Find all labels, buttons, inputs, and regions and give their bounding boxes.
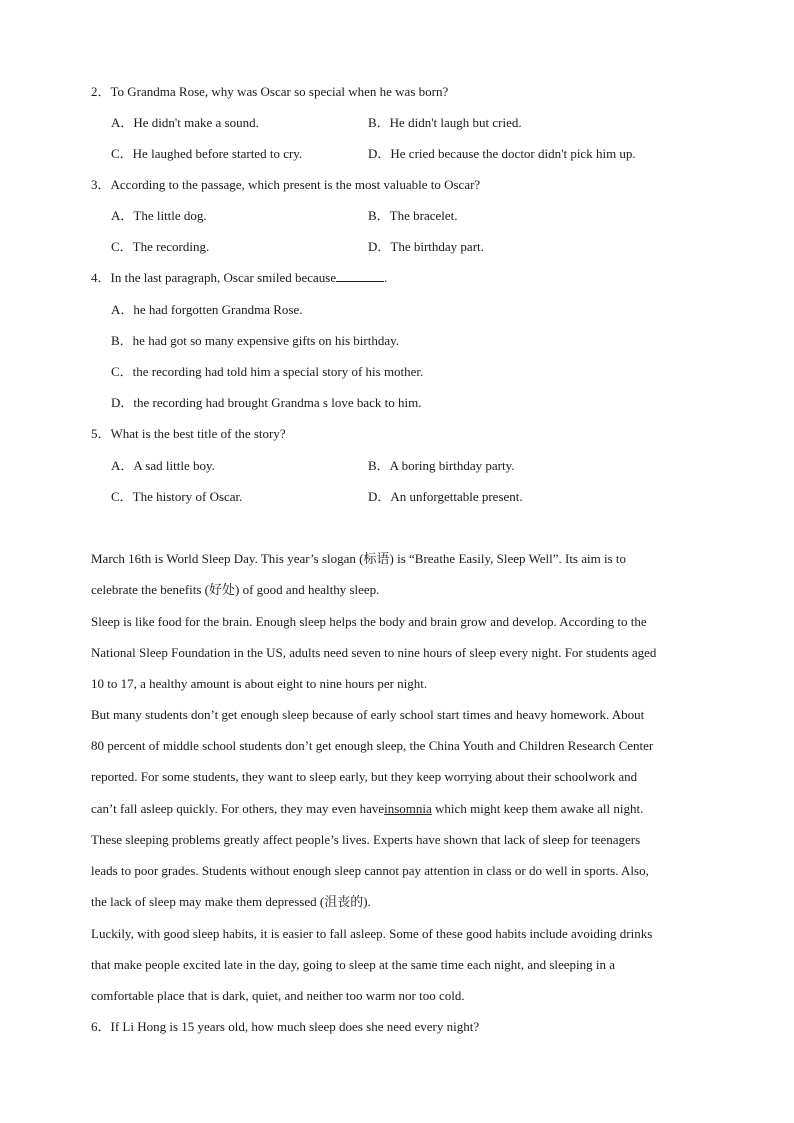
option-c: C．The recording. xyxy=(111,239,210,254)
question-text: According to the passage, which present is the most valuable to Oscar? xyxy=(110,177,481,192)
question-text: In the last paragraph, Oscar smiled because xyxy=(110,270,337,285)
question-6 xyxy=(91,1018,479,1036)
option-d: D．The birthday part. xyxy=(368,239,484,254)
option-c: C．He laughed before started to cry. xyxy=(111,146,303,161)
passage-line: leads to poor grades. Students without enough sleep cannot pay attention in class or do well in sports. Also, xyxy=(91,863,649,878)
question-number: 4． xyxy=(91,270,111,285)
question-5 xyxy=(91,425,286,443)
option-a: A．The little dog. xyxy=(111,208,207,223)
option-a: A．He didn't make a sound. xyxy=(111,115,259,130)
option-c: C．The history of Oscar. xyxy=(111,489,243,504)
option-a: A．he had forgotten Grandma Rose. xyxy=(111,302,303,317)
option-a: A．A sad little boy. xyxy=(111,458,215,473)
passage-text: can’t fall asleep quickly. For others, they may even have xyxy=(91,801,385,816)
passage-line: 10 to 17, a healthy amount is about eight to nine hours per night. xyxy=(91,676,428,691)
passage-line: But many students don’t get enough sleep because of early school start times and heavy homework. About xyxy=(91,707,645,722)
option-d: D．He cried because the doctor didn't pick him up. xyxy=(368,146,636,161)
option-d: D．An unforgettable present. xyxy=(368,489,523,504)
passage-line: the lack of sleep may make them depressed (沮丧的). xyxy=(91,894,371,909)
option-d: D．the recording had brought Grandma s love back to him. xyxy=(111,395,422,410)
question-number: 2． xyxy=(91,84,111,99)
passage-line-insomnia xyxy=(91,800,643,818)
question-number: 6． xyxy=(91,1019,111,1034)
passage-line: 80 percent of middle school students don’t get enough sleep, the China Youth and Children Research Center xyxy=(91,738,654,753)
question-number: 3． xyxy=(91,177,111,192)
passage-line: National Sleep Foundation in the US, adults need seven to nine hours of sleep every night. For students aged xyxy=(91,645,657,660)
question-2 xyxy=(91,83,448,101)
passage-line: that make people excited late in the day, going to sleep at the same time each night, and sleeping in a xyxy=(91,957,616,972)
question-text-end: . xyxy=(384,270,388,285)
passage-line: reported. For some students, they want to sleep early, but they keep worrying about their schoolwork and xyxy=(91,769,638,784)
question-number: 5． xyxy=(91,426,111,441)
passage-line: celebrate the benefits (好处) of good and healthy sleep. xyxy=(91,582,380,597)
question-3 xyxy=(91,176,480,194)
option-c: C．the recording had told him a special story of his mother. xyxy=(111,364,424,379)
underlined-word: insomnia xyxy=(384,801,432,816)
passage-line: Sleep is like food for the brain. Enough sleep helps the body and brain grow and develop. According to the xyxy=(91,614,647,629)
passage-line: comfortable place that is dark, quiet, and neither too warm nor too cold. xyxy=(91,988,465,1003)
option-b: B．he had got so many expensive gifts on his birthday. xyxy=(111,333,400,348)
option-b: B．A boring birthday party. xyxy=(368,458,515,473)
question-4 xyxy=(91,269,387,287)
option-b: B．He didn't laugh but cried. xyxy=(368,115,522,130)
option-b: B．The bracelet. xyxy=(368,208,458,223)
question-text: If Li Hong is 15 years old, how much sleep does she need every night? xyxy=(110,1019,480,1034)
question-text: To Grandma Rose, why was Oscar so special when he was born? xyxy=(110,84,449,99)
question-text: What is the best title of the story? xyxy=(110,426,286,441)
passage-line: Luckily, with good sleep habits, it is easier to fall asleep. Some of these good habits include avoiding drinks xyxy=(91,926,653,941)
passage-line: March 16th is World Sleep Day. This year’s slogan (标语) is “Breathe Easily, Sleep Well”. Its aim is to xyxy=(91,551,627,566)
passage-line: These sleeping problems greatly affect people’s lives. Experts have shown that lack of sleep for teenagers xyxy=(91,832,641,847)
answer-blank xyxy=(336,269,384,282)
passage-text: which might keep them awake all night. xyxy=(431,801,644,816)
